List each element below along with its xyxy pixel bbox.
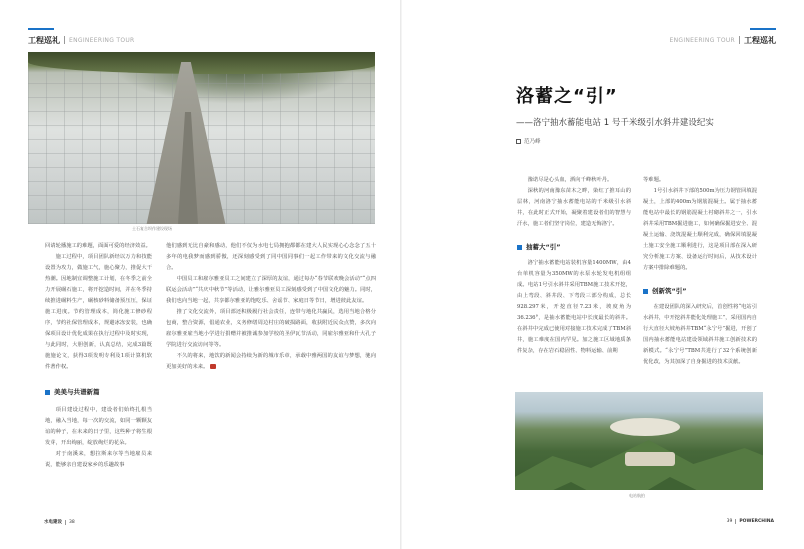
footer-page-number: 38 bbox=[69, 519, 75, 525]
subhead-hub-text: 抽蓄大“引” bbox=[526, 242, 561, 251]
right-section-en: ENGINEERING TOUR bbox=[669, 36, 735, 44]
footer-separator bbox=[65, 520, 66, 525]
right-section-cn: 工程巡礼 bbox=[744, 35, 776, 45]
paragraph bbox=[166, 351, 376, 373]
header-separator bbox=[739, 36, 740, 44]
article-title: 洛蓄之“引” bbox=[516, 86, 618, 107]
right-header bbox=[670, 34, 777, 46]
paragraph: 推了文化交流外，项目部还积极履行社会责任，连带与地化共赢民，选用当地合格分包商，整合资源，倡通农业，义务修缮周边村庄的破损路面，收获附近民众点赞，多次向雇尔雅亚雇当地小学进行捐赠并被推诚参加学校的圣伊瓦节活动，同雇尔雅亚和什大孔子学院进行交流访问等等。 bbox=[166, 309, 376, 348]
paragraph: 项目建设过程中，建设者们始终扎根当地，融入当地，每一次的交流，如同一颗颗友谊的种子，在未来的日子里，这些种子将生根发芽，开出绚丽，绽放绚烂的花朵。 bbox=[45, 407, 152, 446]
article-author bbox=[516, 137, 541, 145]
footer-magazine-name: 水电建设 bbox=[44, 520, 62, 525]
paragraph: 等难题。 bbox=[643, 177, 665, 183]
paragraph: 施工过程中，项目团队新经以万力和技能设置为攻力，做施工气，施心聚力，推促大干热潮。因地制宜调整施工计划，在冬季之前全力开展碾石施工，将开挖造时间，并在冬季持续推进碾料生产，碾核砂料储备预压压，保证施工进度。节约管理成本，简化施工修砂程序，节约社保管理成本，规避冰冻安装，也确保项目设计优化成果在执行过程中及时实现，与此同时，大胆创新，认真总结，完成3篇既施施论文，获得3项发明专利及1项计算机软件著作权。 bbox=[45, 254, 152, 370]
photo-reservoir bbox=[610, 418, 680, 436]
author-box-icon bbox=[516, 139, 521, 144]
construction-site-photo bbox=[28, 52, 375, 224]
paragraph: 1号引水斜井下部的500m为压力钢管回填混凝土，上部的400m为钢筋混凝土。属于抽水蓄能电站中最长的钢筋混凝土衬砌斜井之一，引水斜井采用TBM掘进施工，如何确保掘进安全、混凝土运输、浇筑混凝土顺利完成，确保回填混凝土施工安全施工顺利进行，这是项目部在深入研究分析施工方案、设备运行时间后，从技术设计方案中排除难题的。 bbox=[643, 188, 757, 271]
subhead-culture bbox=[45, 385, 152, 399]
footer-separator bbox=[735, 519, 736, 524]
right-column-2 bbox=[643, 175, 757, 368]
left-column-2 bbox=[166, 241, 376, 373]
paragraph: 他们感到无比自豪和感动，他们不仅为水电七局拥抱都都在建大人民实现心心念念了五十多年的电我梦而感到骄傲，还深刻感受到了同中国同事们一起工作带来的文化交流与融合。 bbox=[166, 243, 376, 271]
paragraph: 对于南溪来，想拉斯来尔等当地雇员来说，能够亲自建设家乡的乐趣故事 bbox=[45, 451, 152, 468]
paragraph: 回请轮播施工的难题，面面可爱的经济效益。 bbox=[45, 243, 151, 249]
paragraph: 深秋的河南豫东苗木之畔，染红了推耳山的层林，河南洛宁抽水蓄能电站的千米级引水斜井，在此时正式开始，凝聚着建设者们的智慧与汗水，施工者们坚守岗位，建造无悔洛宁。 bbox=[517, 188, 631, 227]
article-subtitle: ——洛宁抽水蓄能电站 1 号千米级引水斜井建设纪实 bbox=[516, 118, 714, 128]
right-photo-caption: 电站航拍 bbox=[629, 493, 645, 498]
subhead-innovation bbox=[643, 284, 757, 298]
right-page bbox=[402, 0, 804, 549]
paragraph: 中国员工和雇尔雅亚员工之间建立了深厚的友谊，通过每办“春节联欢晚会活动”“点四联运会活动”“共庆中秋节”等活动，让雅尔雅亚员工深刻感受到了中国文化的魅力。同时，我们也向当地一起，共享都尔雅亚的饱吃乐、舍谣节、家庭日等节日，增进彼此友谊。 bbox=[166, 276, 376, 304]
subhead-square-icon bbox=[643, 289, 648, 294]
header-accent-bar bbox=[750, 28, 776, 30]
header-separator bbox=[64, 36, 65, 44]
aerial-mountain-photo bbox=[515, 392, 763, 490]
end-mark-icon bbox=[210, 364, 216, 369]
left-section-en: ENGINEERING TOUR bbox=[69, 36, 135, 44]
right-footer bbox=[727, 519, 774, 524]
subhead-culture-text: 美美与共谱新篇 bbox=[54, 387, 100, 396]
subhead-innovation-text: 创新筑“引” bbox=[652, 286, 687, 295]
paragraph-text: 不久的将来，地饮的新闻会持续为新的城市乐章，承载中雅两国的友谊与梦想，驰向更加美好的未来。 bbox=[166, 353, 376, 370]
subhead-hub bbox=[517, 240, 631, 254]
left-footer bbox=[44, 519, 75, 525]
left-section-cn: 工程巡礼 bbox=[28, 35, 60, 45]
footer-page-number: 39 bbox=[726, 519, 733, 524]
left-photo-caption: 土石复合坝作建设现场 bbox=[132, 226, 172, 231]
header-accent-bar bbox=[28, 28, 54, 30]
subhead-square-icon bbox=[45, 390, 50, 395]
paragraph: 豫诺尽是心头血，洒向千峰秋叶丹。 bbox=[527, 177, 613, 183]
left-header bbox=[28, 34, 135, 46]
right-column-1 bbox=[517, 175, 631, 357]
author-name: 范乃峰 bbox=[524, 139, 541, 145]
subhead-square-icon bbox=[517, 245, 522, 250]
footer-magazine-name: POWERCHINA bbox=[739, 519, 774, 524]
paragraph: 在建设团队的深入研究后，首创性将“电站引水斜井，中开挖斜井能化处理施工”，采用国内自行大直径大坡角斜井TBM“永宁号”掘进，开创了国内抽水蓄能电站建设领域斜井施工创新技术的新模式。“永宁号”TBM共进行了32个系统创新优化改，为其加深了自身掘进的技术贡献。 bbox=[643, 304, 757, 365]
photo-building bbox=[625, 452, 675, 466]
left-column-1 bbox=[45, 241, 152, 471]
paragraph: 洛宁抽水蓄能电站装机容量1400MW，由4台单机容量为350MW的水泵水轮发电机组组成。电站1号引水斜井采用TBM施工技术开挖，由上弯段、斜井段、下弯段三部分构成，总长928.297米，开挖直径7.23米，坡度角为36.236°，是抽水蓄能电站中长度最长的斜井。在斜井中完成已使用对接施工技术完成了TBM斜井，施工难度在国内罕见。加之施工区域地质条件复杂，存在岩石稳固性、物料运输、前期 bbox=[517, 260, 631, 354]
